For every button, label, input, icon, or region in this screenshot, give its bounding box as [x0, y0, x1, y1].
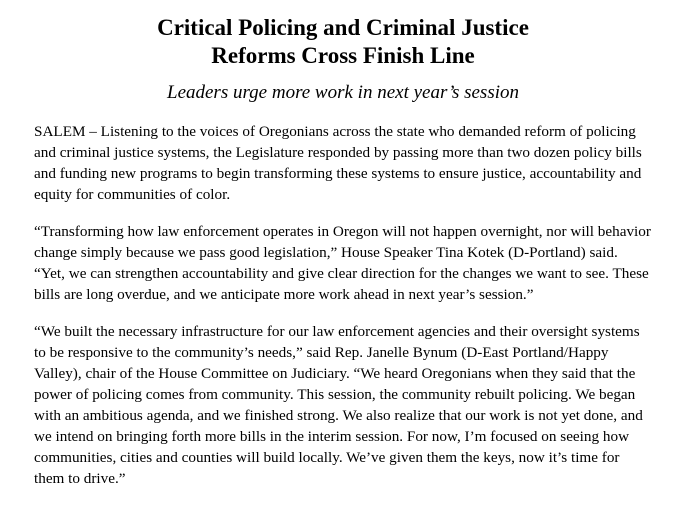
- headline-line-2: Reforms Cross Finish Line: [211, 43, 475, 68]
- body-paragraph-3: “We built the necessary infrastructure for our law enforcement agencies and their oversight systems to be responsive to the community’s needs,” said Rep. Janelle Bynum (D-East Portland/Happy Valley), chair of the House Committee on Judiciary. “We heard Oregonians when they said that the power of policing comes from community. This session, the community rebuilt policing. We began with an ambitious agenda, and we finished strong. We also realize that our work is not yet done, and we intend on bringing forth more bills in the interim session. For now, I’m focused on seeing how communities, cities and counties will build locally. We’ve given them the keys, now it’s time for them to drive.”: [34, 323, 643, 487]
- body-paragraph-1: SALEM – Listening to the voices of Oregonians across the state who demanded reform of policing and criminal justice systems, the Legislature responded by passing more than two dozen policy bills and funding new programs to begin transforming these systems to ensure justice, accountability and equity for communities of color.: [34, 123, 642, 203]
- body-paragraph-2: “Transforming how law enforcement operates in Oregon will not happen overnight, nor will behavior change simply because we pass good legislation,” House Speaker Tina Kotek (D-Portland) said. “Yet, we can strengthen accountability and give clear direction for the changes we want to see. These bills are long overdue, and we anticipate more work ahead in next year’s session.”: [34, 223, 651, 303]
- subheadline: Leaders urge more work in next year’s session: [167, 82, 519, 103]
- headline: [34, 14, 652, 70]
- headline-line-1: Critical Policing and Criminal Justice: [157, 15, 529, 40]
